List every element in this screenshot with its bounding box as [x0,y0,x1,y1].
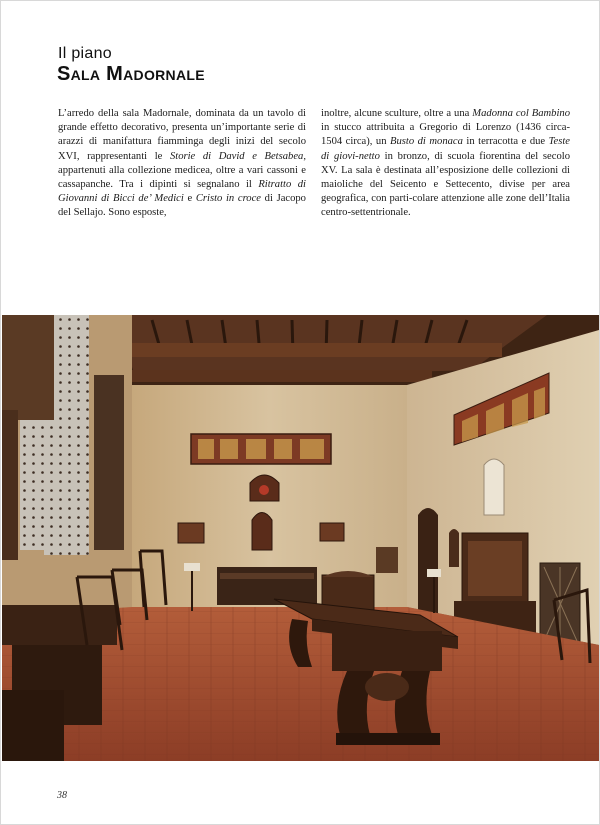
body-text-right-column [321,107,570,221]
page-number: 38 [57,790,67,801]
text-run: e [183,193,196,205]
italic-title: Cristo in croce [195,193,262,205]
room-illustration [2,315,599,761]
italic-title: Storie di David e Betsabea [169,150,304,162]
text-run: in stucco attribuita a Gregorio di Lorenzo (1436 circa-1504 circa), un [321,122,570,148]
text-run: in terracotta e due [462,136,549,148]
text-run: L’arredo della sala Madornale, dominata da un tavolo di grande effetto decorativo, presenta un’importante serie di arazzi di manifattura fiamminga degli inizi del secolo XVI, rappresentanti le [58,108,306,162]
body-text-left-column [58,107,306,221]
italic-title: Busto di monaca [390,136,463,148]
room-photograph [2,315,599,761]
italic-title: Madonna col Bambino [472,108,570,119]
text-run: , appartenuti alla collezione medicea, oltre a vari cassoni e cassapanche. Tra i dipinti si segnalano il [58,150,307,191]
italic-title: Teste di giovi-netto [321,136,570,162]
italic-title: Ritratto di Giovanni di Bicci de’ Medici [58,179,306,205]
text-run: inoltre, alcune sculture, oltre a una [321,108,473,119]
page-title: Sala Madornale [57,63,205,85]
text-run: in bronzo, di scuola fiorentina del secolo XV. La sala è destinata all’esposizione delle collezioni di maioliche del Seicento e Settecento, divise per area geografica, con parti-colare attenzione alle zone dell’Italia centro-settentrionale. [321,150,570,219]
text-run: di Jacopo del Sellajo. Sono esposte, [58,193,306,219]
section-kicker: Il piano [58,45,112,62]
